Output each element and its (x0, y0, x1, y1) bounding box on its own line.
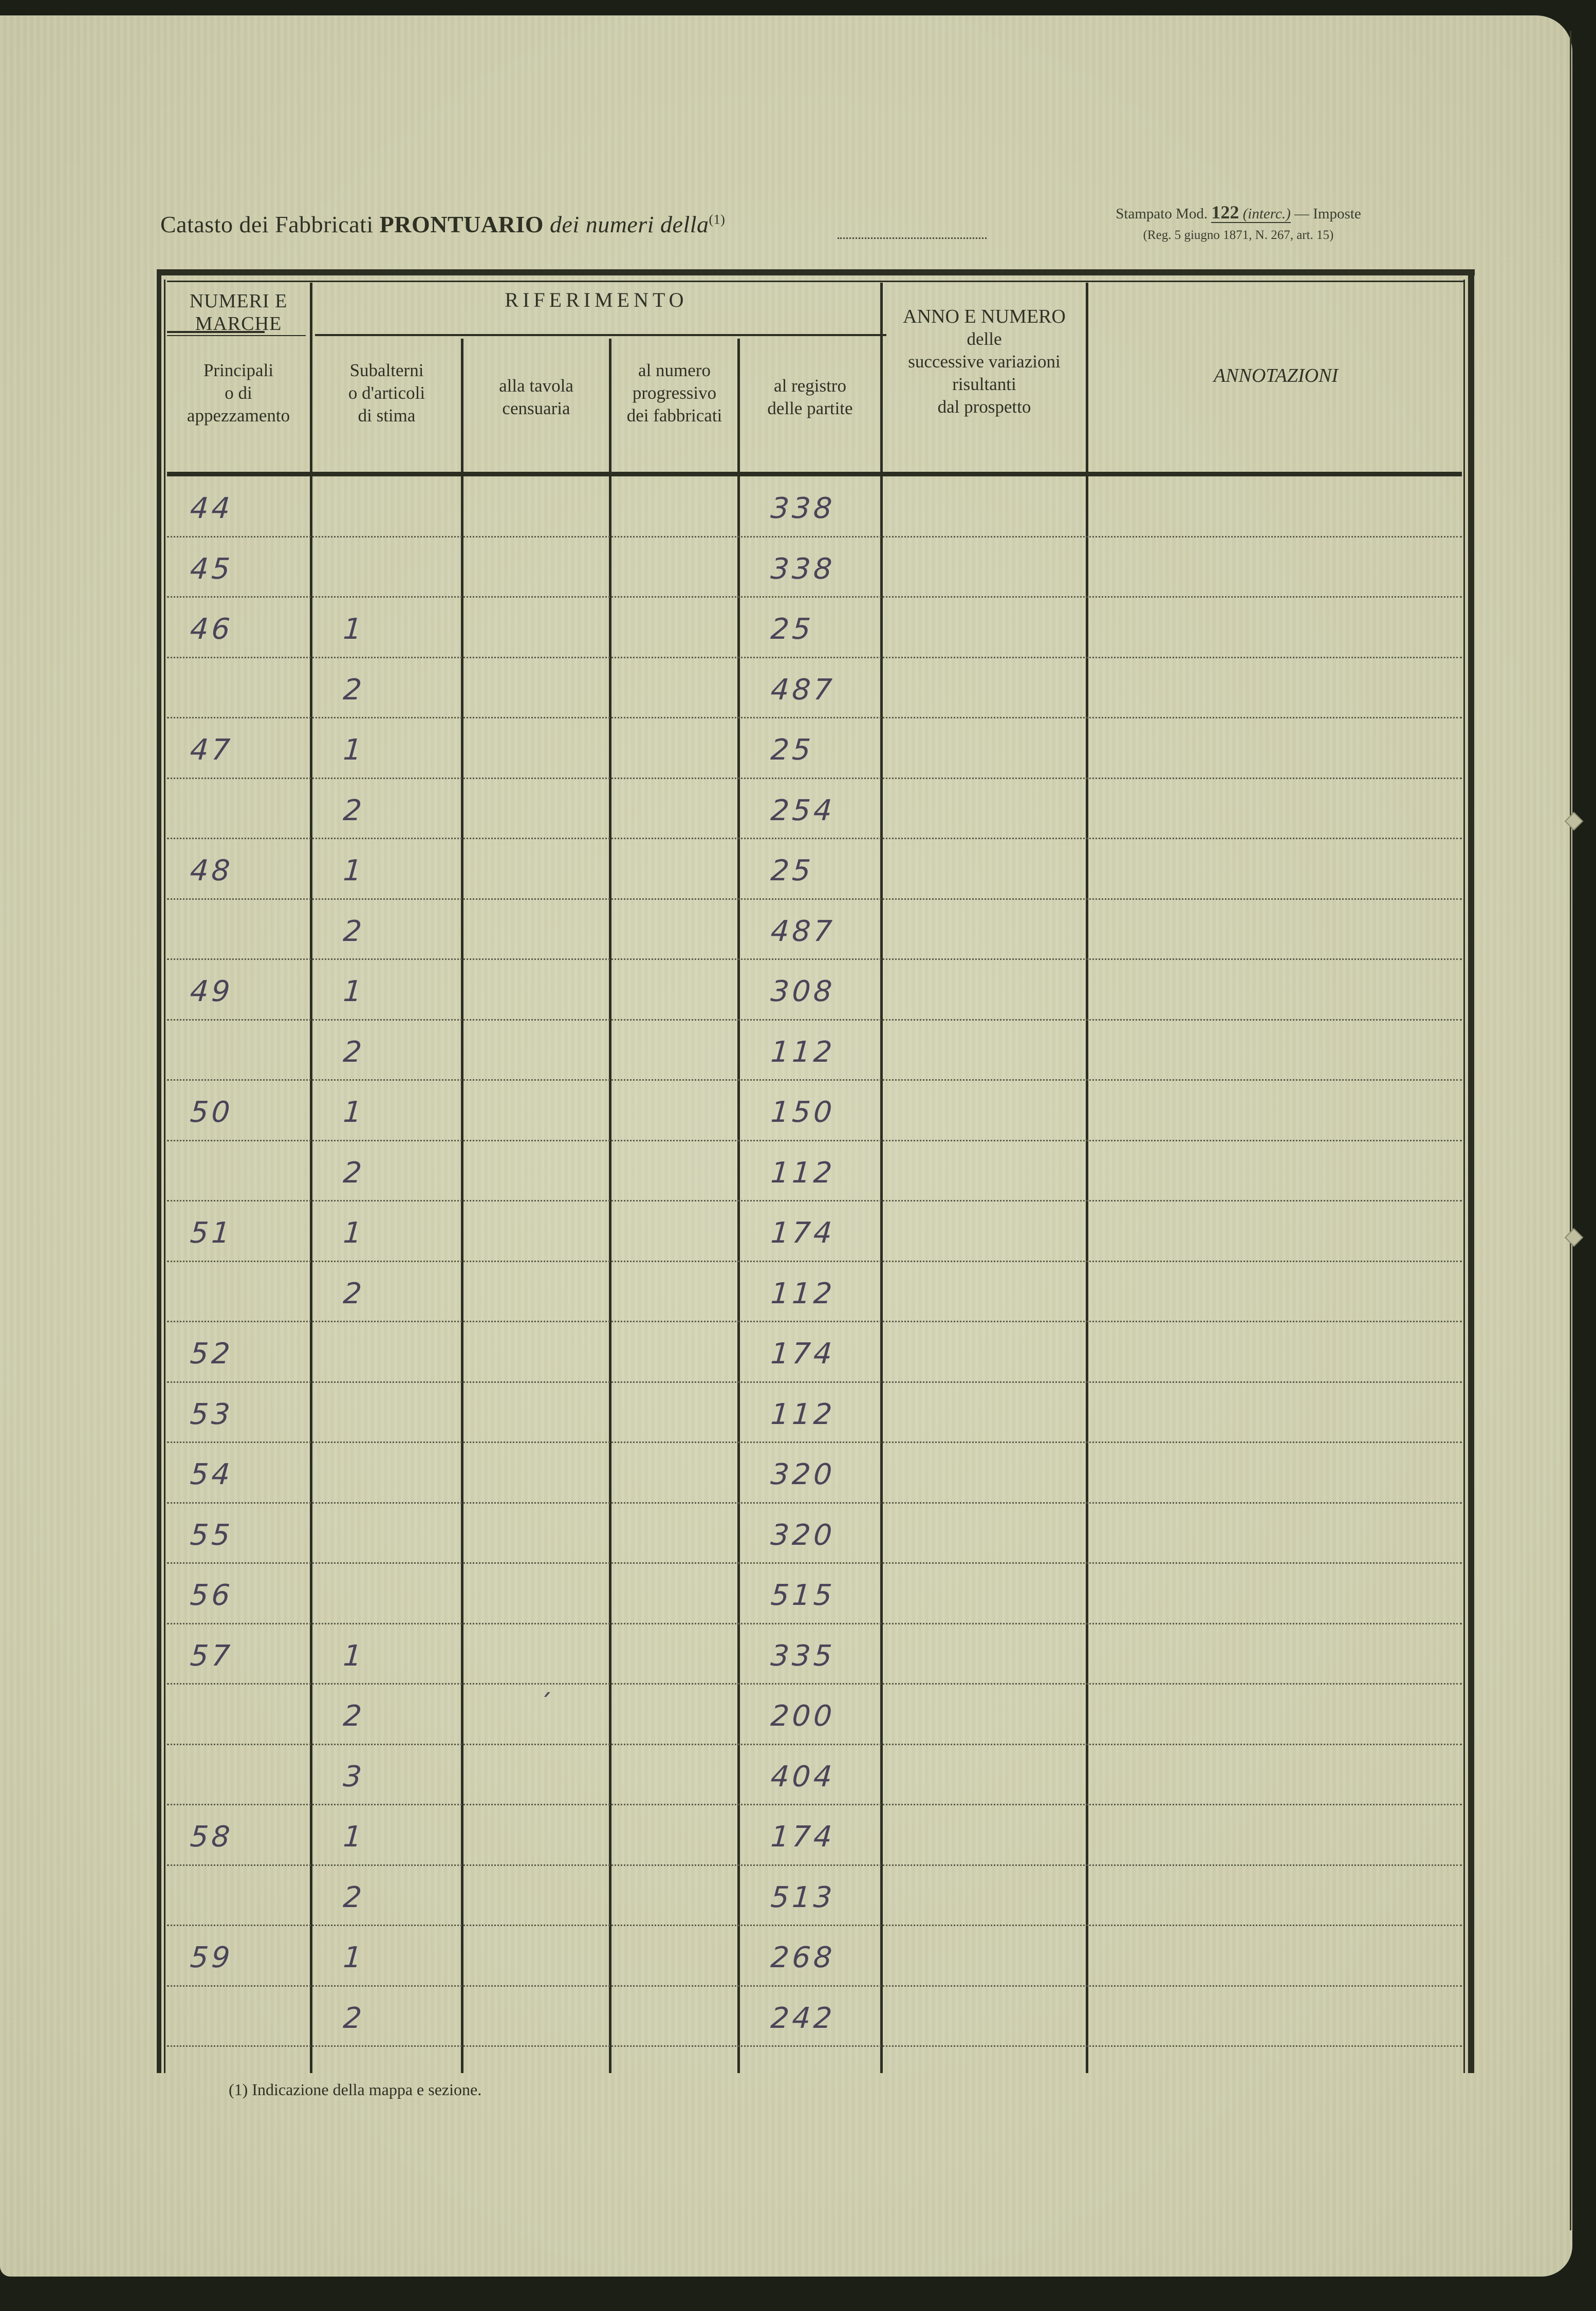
header-line: al numero (638, 360, 711, 380)
row-separator (167, 536, 1462, 538)
cell-registro: 200 (769, 1699, 837, 1733)
row-separator (167, 1019, 1462, 1021)
cell-subalterno: 1 (342, 975, 366, 1008)
header-anno-e-numero (883, 305, 1086, 418)
cell-principale: 59 (189, 1941, 234, 1974)
table-top-border (157, 269, 1475, 275)
cell-subalterno: 2 (342, 793, 366, 827)
cell-principale: 51 (189, 1216, 234, 1250)
row-separator (167, 1744, 1462, 1745)
header-bottom-rule (167, 472, 1462, 476)
column-divider (461, 339, 463, 2073)
cell-registro: 487 (769, 914, 837, 948)
header-line: appezzamento (187, 405, 290, 426)
cell-subalterno: 2 (342, 1880, 366, 1914)
cell-registro: 335 (769, 1639, 837, 1673)
cell-registro: 268 (769, 1941, 837, 1974)
cell-principale: 50 (189, 1096, 234, 1129)
cell-registro: 254 (769, 793, 837, 827)
row-separator (167, 1864, 1462, 1866)
title-prontuario: PRONTUARIO (379, 211, 544, 237)
row-separator (167, 778, 1462, 779)
title-catasto: Catasto dei Fabbricati (160, 211, 374, 237)
row-separator (167, 1140, 1462, 1141)
cell-registro: 112 (769, 1277, 837, 1310)
row-separator (167, 1502, 1462, 1504)
cell-principale: 55 (189, 1518, 234, 1552)
header-line: censuaria (502, 398, 570, 418)
cell-subalterno: 2 (342, 1035, 366, 1069)
cell-registro: 320 (769, 1518, 837, 1552)
cell-principale: 45 (189, 552, 234, 586)
cell-principale: 54 (189, 1458, 234, 1491)
row-separator (167, 1079, 1462, 1081)
header-line: ANNO E NUMERO (903, 306, 1066, 327)
table-right-inner-rule (1463, 280, 1465, 2073)
header-principali (167, 359, 310, 427)
cell-principale: 48 (189, 854, 234, 888)
header-group-riferimento: RIFERIMENTO (505, 288, 688, 311)
header-annotazioni: ANNOTAZIONI (1213, 365, 1339, 386)
row-separator (167, 1683, 1462, 1685)
cell-principale: 47 (189, 733, 234, 767)
footnote: (1) Indicazione della mappa e sezione. (229, 2080, 482, 2099)
cell-principale: 44 (189, 492, 234, 525)
cell-principale: 52 (189, 1337, 234, 1371)
cell-registro: 174 (769, 1216, 837, 1250)
cell-subalterno: 1 (342, 1096, 366, 1129)
group-rule (315, 334, 886, 336)
cell-principale: 46 (189, 613, 234, 646)
cell-principale: 49 (189, 975, 234, 1008)
row-separator (167, 1623, 1462, 1624)
row-separator (167, 1261, 1462, 1262)
cell-registro: 513 (769, 1880, 837, 1914)
cell-registro: 404 (769, 1760, 837, 1794)
title-dei-numeri: dei numeri della (550, 211, 709, 237)
form-model-block (1071, 201, 1405, 246)
header-group-numeri-e-marche: NUMERI E MARCHE (189, 290, 288, 335)
cell-subalterno: 2 (342, 1699, 366, 1733)
cell-registro: 112 (769, 1156, 837, 1190)
cell-subalterno: 1 (342, 1216, 366, 1250)
cell-subalterno: 3 (342, 1760, 366, 1794)
header-line: risultanti (952, 374, 1016, 394)
table-left-border (157, 269, 161, 2073)
cell-registro: 487 (769, 673, 837, 707)
row-separator (167, 1562, 1462, 1564)
pen-mark: ˏ (540, 1667, 552, 1697)
header-line: dei fabbricati (626, 405, 722, 426)
row-separator (167, 1925, 1462, 1926)
header-line: Principali (203, 360, 274, 380)
title-footnote-ref: (1) (709, 212, 726, 227)
header-line: delle (967, 329, 1002, 349)
header-line: di stima (358, 405, 416, 426)
cell-registro: 338 (769, 492, 837, 525)
cell-subalterno: 1 (342, 733, 366, 767)
cell-subalterno: 2 (342, 1156, 366, 1190)
binding-edge-line (1570, 31, 1571, 2230)
cell-subalterno: 2 (342, 1277, 366, 1310)
header-line: al registro (774, 376, 846, 396)
cell-registro: 150 (769, 1096, 837, 1129)
header-line: o di (225, 383, 252, 403)
row-separator (167, 1441, 1462, 1443)
column-divider (609, 339, 611, 2073)
header-numero-progressivo (611, 359, 737, 427)
document-title (160, 211, 725, 238)
cell-registro: 242 (769, 2001, 837, 2035)
cell-registro: 112 (769, 1397, 837, 1431)
prontuario-table (157, 269, 1475, 2073)
header-line: progressivo (632, 383, 717, 403)
form-number: 122 (1211, 202, 1239, 223)
cell-principale: 57 (189, 1639, 234, 1673)
header-line: delle partite (767, 398, 853, 418)
row-separator (167, 1804, 1462, 1805)
table-left-inner-rule (164, 280, 165, 2073)
cell-registro: 174 (769, 1337, 837, 1371)
cell-subalterno: 2 (342, 914, 366, 948)
header-line: alla tavola (499, 376, 573, 396)
header-tavola-censuaria (463, 375, 609, 420)
cell-registro: 25 (769, 733, 815, 767)
header-line: o d'articoli (348, 383, 425, 403)
cell-registro: 112 (769, 1035, 837, 1069)
row-separator (167, 717, 1462, 718)
header-line: dal prospetto (937, 397, 1031, 417)
title-fill-line (838, 237, 987, 239)
header-registro-partite (740, 375, 880, 420)
table-right-border (1468, 269, 1474, 2073)
cell-registro: 25 (769, 613, 815, 646)
cell-registro: 515 (769, 1579, 837, 1612)
form-suffix: (interc.) (1242, 206, 1291, 222)
row-separator (167, 1985, 1462, 1987)
cell-registro: 338 (769, 552, 837, 586)
cell-subalterno: 1 (342, 1639, 366, 1673)
row-separator (167, 838, 1462, 839)
row-separator (167, 898, 1462, 900)
row-separator (167, 1321, 1462, 1322)
row-separator (167, 958, 1462, 960)
form-imposte: — Imposte (1294, 206, 1361, 222)
cell-registro: 320 (769, 1458, 837, 1491)
row-separator (167, 1381, 1462, 1383)
group-rule (167, 335, 306, 336)
form-regulation: (Reg. 5 giugno 1871, N. 267, art. 15) (1143, 228, 1334, 242)
row-separator (167, 2045, 1462, 2047)
cell-registro: 25 (769, 854, 815, 888)
cell-subalterno: 2 (342, 2001, 366, 2035)
cell-subalterno: 1 (342, 613, 366, 646)
column-divider (737, 339, 740, 2073)
row-separator (167, 657, 1462, 658)
cell-principale: 58 (189, 1820, 234, 1854)
cell-principale: 56 (189, 1579, 234, 1612)
cell-subalterno: 1 (342, 1941, 366, 1974)
table-top-inner-rule (167, 281, 1464, 282)
cell-registro: 308 (769, 975, 837, 1008)
cell-principale: 53 (189, 1397, 234, 1431)
row-separator (167, 596, 1462, 598)
cell-subalterno: 2 (342, 673, 366, 707)
header-subalterni (312, 359, 461, 427)
form-prefix: Stampato Mod. (1116, 206, 1208, 222)
row-separator (167, 1200, 1462, 1201)
header-line: successive variazioni (908, 352, 1061, 372)
cell-subalterno: 1 (342, 854, 366, 888)
header-line: Subalterni (349, 360, 424, 380)
cell-registro: 174 (769, 1820, 837, 1854)
cell-subalterno: 1 (342, 1820, 366, 1854)
